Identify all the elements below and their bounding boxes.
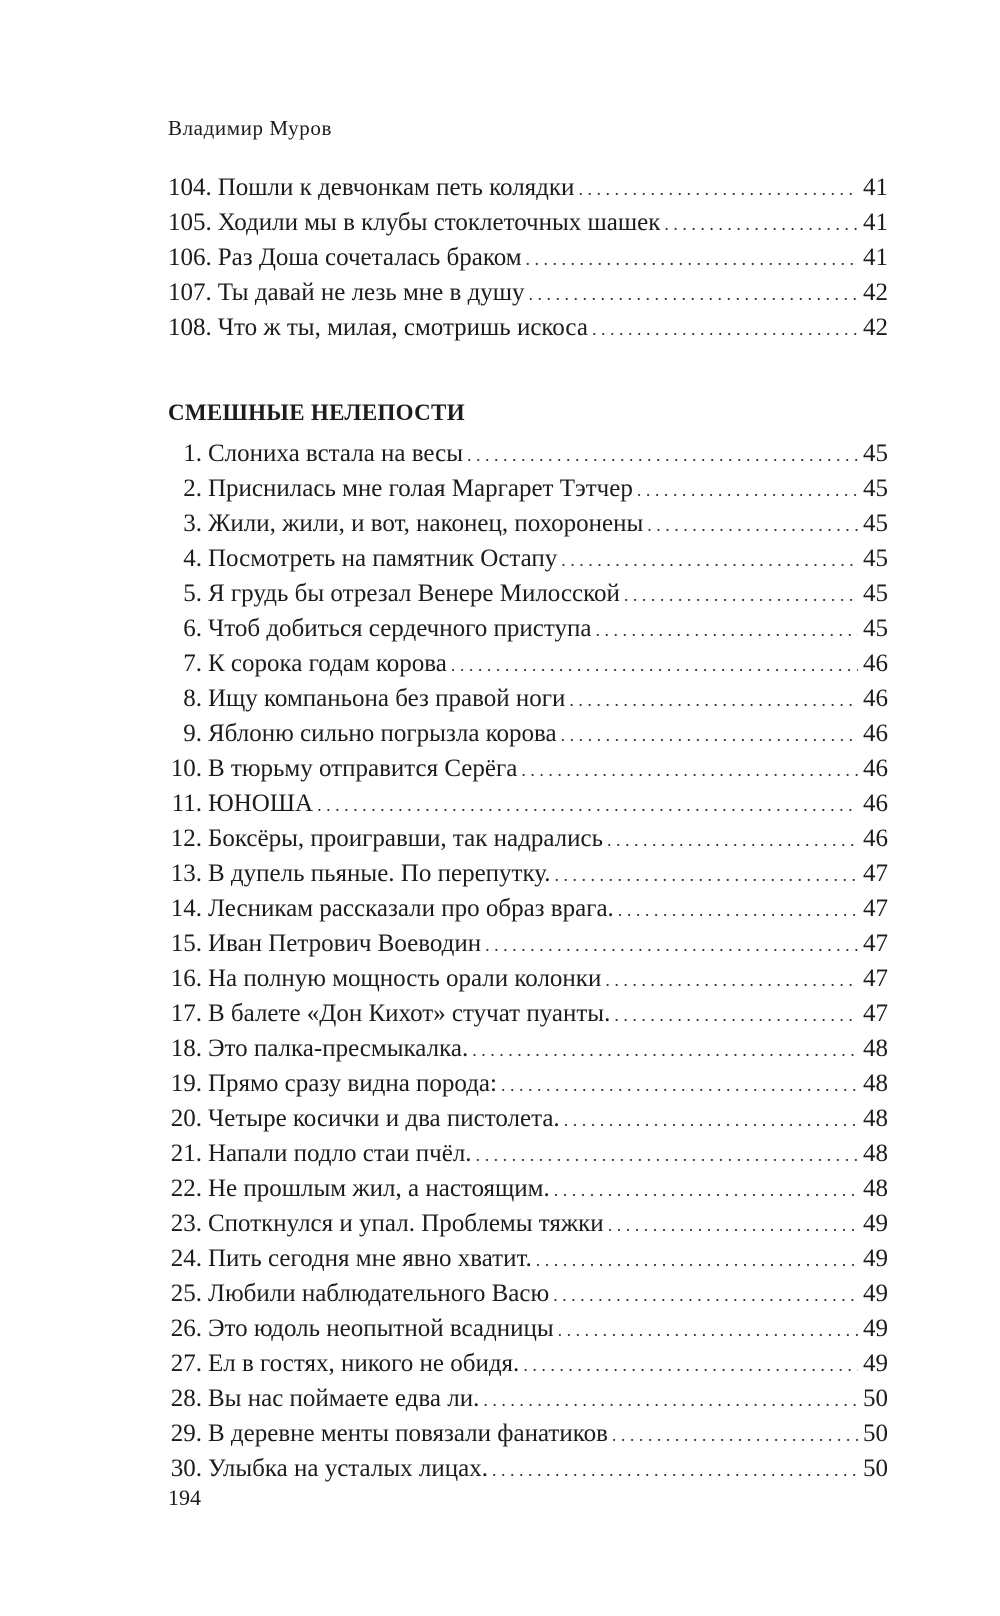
toc-entry: [168, 891, 888, 926]
toc-entry-page: 42: [863, 279, 888, 306]
toc-entry-number: 24.: [170, 1245, 202, 1272]
toc-entry-number: 1.: [183, 440, 202, 467]
toc-entry-page: 46: [863, 790, 888, 817]
toc-entry: [168, 821, 888, 856]
toc-entry-page: 45: [863, 510, 888, 537]
toc-entry-page: 48: [863, 1140, 888, 1167]
toc-entry-title: Прямо сразу видна порода:: [208, 1070, 497, 1097]
toc-entry-number: 18.: [170, 1035, 202, 1062]
dot-leader: [569, 683, 858, 718]
dot-leader: [592, 312, 858, 347]
toc-entry: [168, 1276, 888, 1311]
toc-entry-number: 19.: [170, 1070, 202, 1097]
dot-leader: [555, 858, 858, 893]
dot-leader: [624, 578, 858, 613]
toc-entry: [168, 1451, 888, 1486]
toc-entry: [168, 240, 888, 275]
toc-entry-page: 46: [863, 755, 888, 782]
toc-entry-number: 25.: [170, 1280, 202, 1307]
toc-entry-page: 47: [863, 895, 888, 922]
toc-entry-page: 48: [863, 1175, 888, 1202]
dot-leader: [618, 893, 858, 928]
toc-entry: [168, 961, 888, 996]
toc-entry: [168, 541, 888, 576]
toc-entry-title: Ел в гостях, никого не обидя.: [208, 1350, 520, 1377]
toc-entry-page: 49: [863, 1350, 888, 1377]
toc-entry-title: На полную мощность орали колонки: [208, 965, 602, 992]
toc-entry-page: 46: [863, 685, 888, 712]
toc-entry-number: 10.: [170, 755, 202, 782]
toc-entry: [168, 1031, 888, 1066]
dot-leader: [558, 1313, 858, 1348]
toc-entry: [168, 170, 888, 205]
toc-entry-page: 48: [863, 1070, 888, 1097]
toc-entry-page: 45: [863, 615, 888, 642]
toc-entry: [168, 996, 888, 1031]
toc-entry: [168, 576, 888, 611]
toc-entry-number: 26.: [170, 1315, 202, 1342]
toc-entry: [168, 856, 888, 891]
toc-entry-page: 45: [863, 440, 888, 467]
toc-entry-page: 48: [863, 1035, 888, 1062]
toc-entry-number: 23.: [170, 1210, 202, 1237]
toc-entry: [168, 786, 888, 821]
dot-leader: [664, 207, 858, 242]
dot-leader: [317, 788, 858, 823]
running-head-author: Владимир Муров: [168, 116, 332, 140]
toc-entry: [168, 275, 888, 310]
toc-entry-number: 28.: [170, 1385, 202, 1412]
toc-entry-title: Ищу компаньона без правой ноги: [208, 685, 566, 712]
toc-entry-title: Ходили мы в клубы стоклеточных шашек: [217, 209, 661, 236]
toc-entry-number: 29.: [170, 1420, 202, 1447]
toc-entry-title: Слониха встала на весы: [208, 440, 464, 467]
toc-entry-page: 49: [863, 1315, 888, 1342]
toc-section-list: [168, 436, 888, 1486]
toc-entry-title: Четыре косички и два пистолета.: [208, 1105, 560, 1132]
toc-entry-title: Я грудь бы отрезал Венере Милосской: [208, 580, 620, 607]
dot-leader: [483, 1383, 858, 1418]
toc-entry-page: 47: [863, 1000, 888, 1027]
dot-leader: [526, 242, 858, 277]
toc-entry: [168, 646, 888, 681]
toc-entry-title: Вы нас поймаете едва ли.: [208, 1385, 480, 1412]
dot-leader: [595, 613, 858, 648]
toc-entry-number: 4.: [183, 545, 202, 572]
toc-entry-title: Яблоню сильно погрызла корова: [208, 720, 557, 747]
toc-entry-page: 49: [863, 1280, 888, 1307]
toc-entry-number: 107.: [168, 279, 212, 306]
toc-entry: [168, 436, 888, 471]
toc-entry: [168, 611, 888, 646]
toc-entry-number: 11.: [171, 790, 202, 817]
toc-entry-number: 20.: [170, 1105, 202, 1132]
dot-leader: [578, 172, 858, 207]
toc-entry-title: Боксёры, проигравши, так надрались: [208, 825, 603, 852]
toc-entry-title: Это юдоль неопытной всадницы: [208, 1315, 554, 1342]
toc-entry-title: Раз Доша сочеталась браком: [217, 244, 522, 271]
dot-leader: [612, 1418, 858, 1453]
toc-entry-page: 50: [863, 1455, 888, 1482]
section-heading: СМЕШНЫЕ НЕЛЕПОСТИ: [168, 400, 465, 425]
toc-entry-page: 47: [863, 860, 888, 887]
toc-entry-page: 45: [863, 580, 888, 607]
toc-entry-number: 16.: [170, 965, 202, 992]
toc-entry-title: В деревне менты повязали фанатиков: [208, 1420, 608, 1447]
toc-entry-number: 17.: [170, 1000, 202, 1027]
toc-entry: [168, 310, 888, 345]
toc-entry-number: 15.: [170, 930, 202, 957]
dot-leader: [529, 277, 858, 312]
dot-leader: [647, 508, 858, 543]
toc-entry-number: 2.: [183, 475, 202, 502]
toc-entry-title: Пить сегодня мне явно хватит.: [208, 1245, 532, 1272]
toc-entry-title: Это палка-пресмыкалка.: [208, 1035, 469, 1062]
toc-entry-number: 108.: [168, 314, 212, 341]
toc-entry-title: В тюрьму отправится Серёга: [208, 755, 518, 782]
toc-entry: [168, 506, 888, 541]
toc-entry-page: 41: [863, 209, 888, 236]
dot-leader: [608, 1208, 858, 1243]
dot-leader: [553, 1278, 858, 1313]
dot-leader: [605, 963, 858, 998]
dot-leader: [637, 473, 858, 508]
toc-entry-page: 47: [863, 930, 888, 957]
toc-entry: [168, 1416, 888, 1451]
toc-entry-number: 5.: [183, 580, 202, 607]
toc-entry-number: 9.: [183, 720, 202, 747]
dot-leader: [607, 823, 858, 858]
toc-entry: [168, 1346, 888, 1381]
toc-entry-title: Лесникам рассказали про образ врага.: [208, 895, 614, 922]
toc-entry-page: 50: [863, 1385, 888, 1412]
dot-leader: [521, 753, 858, 788]
dot-leader: [501, 1068, 858, 1103]
page-number: 194: [168, 1485, 201, 1510]
toc-entry-title: Споткнулся и упал. Проблемы тяжки: [208, 1210, 604, 1237]
toc-entry-title: В дупель пьяные. По перепутку.: [208, 860, 551, 887]
toc-entry-page: 46: [863, 650, 888, 677]
toc-entry-title: Чтоб добиться сердечного приступа: [208, 615, 592, 642]
toc-entry-title: В балете «Дон Кихот» стучат пуанты.: [208, 1000, 611, 1027]
toc-entry-page: 47: [863, 965, 888, 992]
toc-entry-title: Пошли к девчонкам петь колядки: [217, 174, 575, 201]
toc-entry-title: Жили, жили, и вот, наконец, похоронены: [208, 510, 644, 537]
toc-entry: [168, 205, 888, 240]
toc-entry: [168, 1066, 888, 1101]
toc-entry-page: 42: [863, 314, 888, 341]
toc-entry-title: Что ж ты, милая, смотришь искоса: [217, 314, 588, 341]
toc-entry-page: 46: [863, 825, 888, 852]
toc-entry-page: 45: [863, 545, 888, 572]
toc-entry: [168, 681, 888, 716]
toc-entry: [168, 1171, 888, 1206]
toc-entry: [168, 471, 888, 506]
toc-entry-number: 104.: [168, 174, 212, 201]
toc-entry: [168, 1381, 888, 1416]
toc-entry-title: ЮНОША: [208, 790, 314, 817]
toc-entry-number: 30.: [170, 1455, 202, 1482]
toc-entry-title: Не прошлым жил, а настоящим.: [208, 1175, 550, 1202]
toc-continued-list: [168, 170, 888, 345]
toc-entry-number: 14.: [170, 895, 202, 922]
toc-entry-number: 6.: [183, 615, 202, 642]
toc-entry-number: 27.: [170, 1350, 202, 1377]
dot-leader: [536, 1243, 858, 1278]
toc-entry-number: 13.: [170, 860, 202, 887]
toc-section: [168, 396, 888, 1486]
toc-entry-title: Улыбка на усталых лицах.: [208, 1455, 488, 1482]
dot-leader: [554, 1173, 858, 1208]
toc-entry-title: Приснилась мне голая Маргарет Тэтчер: [208, 475, 633, 502]
toc-entry-number: 105.: [168, 209, 212, 236]
toc-entry-title: Иван Петрович Воеводин: [208, 930, 482, 957]
toc-entry-page: 45: [863, 475, 888, 502]
toc-entry-number: 8.: [183, 685, 202, 712]
toc-entry-title: К сорока годам корова: [208, 650, 447, 677]
dot-leader: [472, 1033, 858, 1068]
dot-leader: [614, 998, 858, 1033]
toc-entry-title: Посмотреть на памятник Остапу: [208, 545, 558, 572]
dot-leader: [523, 1348, 858, 1383]
dot-leader: [485, 928, 858, 963]
toc-entry-number: 12.: [170, 825, 202, 852]
dot-leader: [467, 438, 858, 473]
toc-entry-page: 49: [863, 1245, 888, 1272]
toc-entry: [168, 1136, 888, 1171]
toc-entry-number: 3.: [183, 510, 202, 537]
toc-entry: [168, 926, 888, 961]
toc-entry-page: 49: [863, 1210, 888, 1237]
toc-entry-title: Ты давай не лезь мне в душу: [217, 279, 525, 306]
toc-entry-number: 22.: [170, 1175, 202, 1202]
toc-entry: [168, 1206, 888, 1241]
toc-entry-page: 50: [863, 1420, 888, 1447]
toc-entry-page: 41: [863, 174, 888, 201]
toc-entry-number: 106.: [168, 244, 212, 271]
toc-entry-title: Напали подло стаи пчёл.: [208, 1140, 472, 1167]
toc-entry-page: 48: [863, 1105, 888, 1132]
dot-leader: [476, 1138, 858, 1173]
toc-entry: [168, 716, 888, 751]
toc-entry: [168, 1311, 888, 1346]
toc-entry-number: 7.: [183, 650, 202, 677]
dot-leader: [561, 543, 858, 578]
toc-entry: [168, 1101, 888, 1136]
dot-leader: [451, 648, 858, 683]
dot-leader: [492, 1453, 858, 1488]
toc-entry-title: Любили наблюдательного Васю: [208, 1280, 550, 1307]
dot-leader: [564, 1103, 858, 1138]
dot-leader: [561, 718, 858, 753]
toc-entry-number: 21.: [170, 1140, 202, 1167]
toc-entry: [168, 751, 888, 786]
toc-entry: [168, 1241, 888, 1276]
toc-entry-page: 46: [863, 720, 888, 747]
toc-entry-page: 41: [863, 244, 888, 271]
